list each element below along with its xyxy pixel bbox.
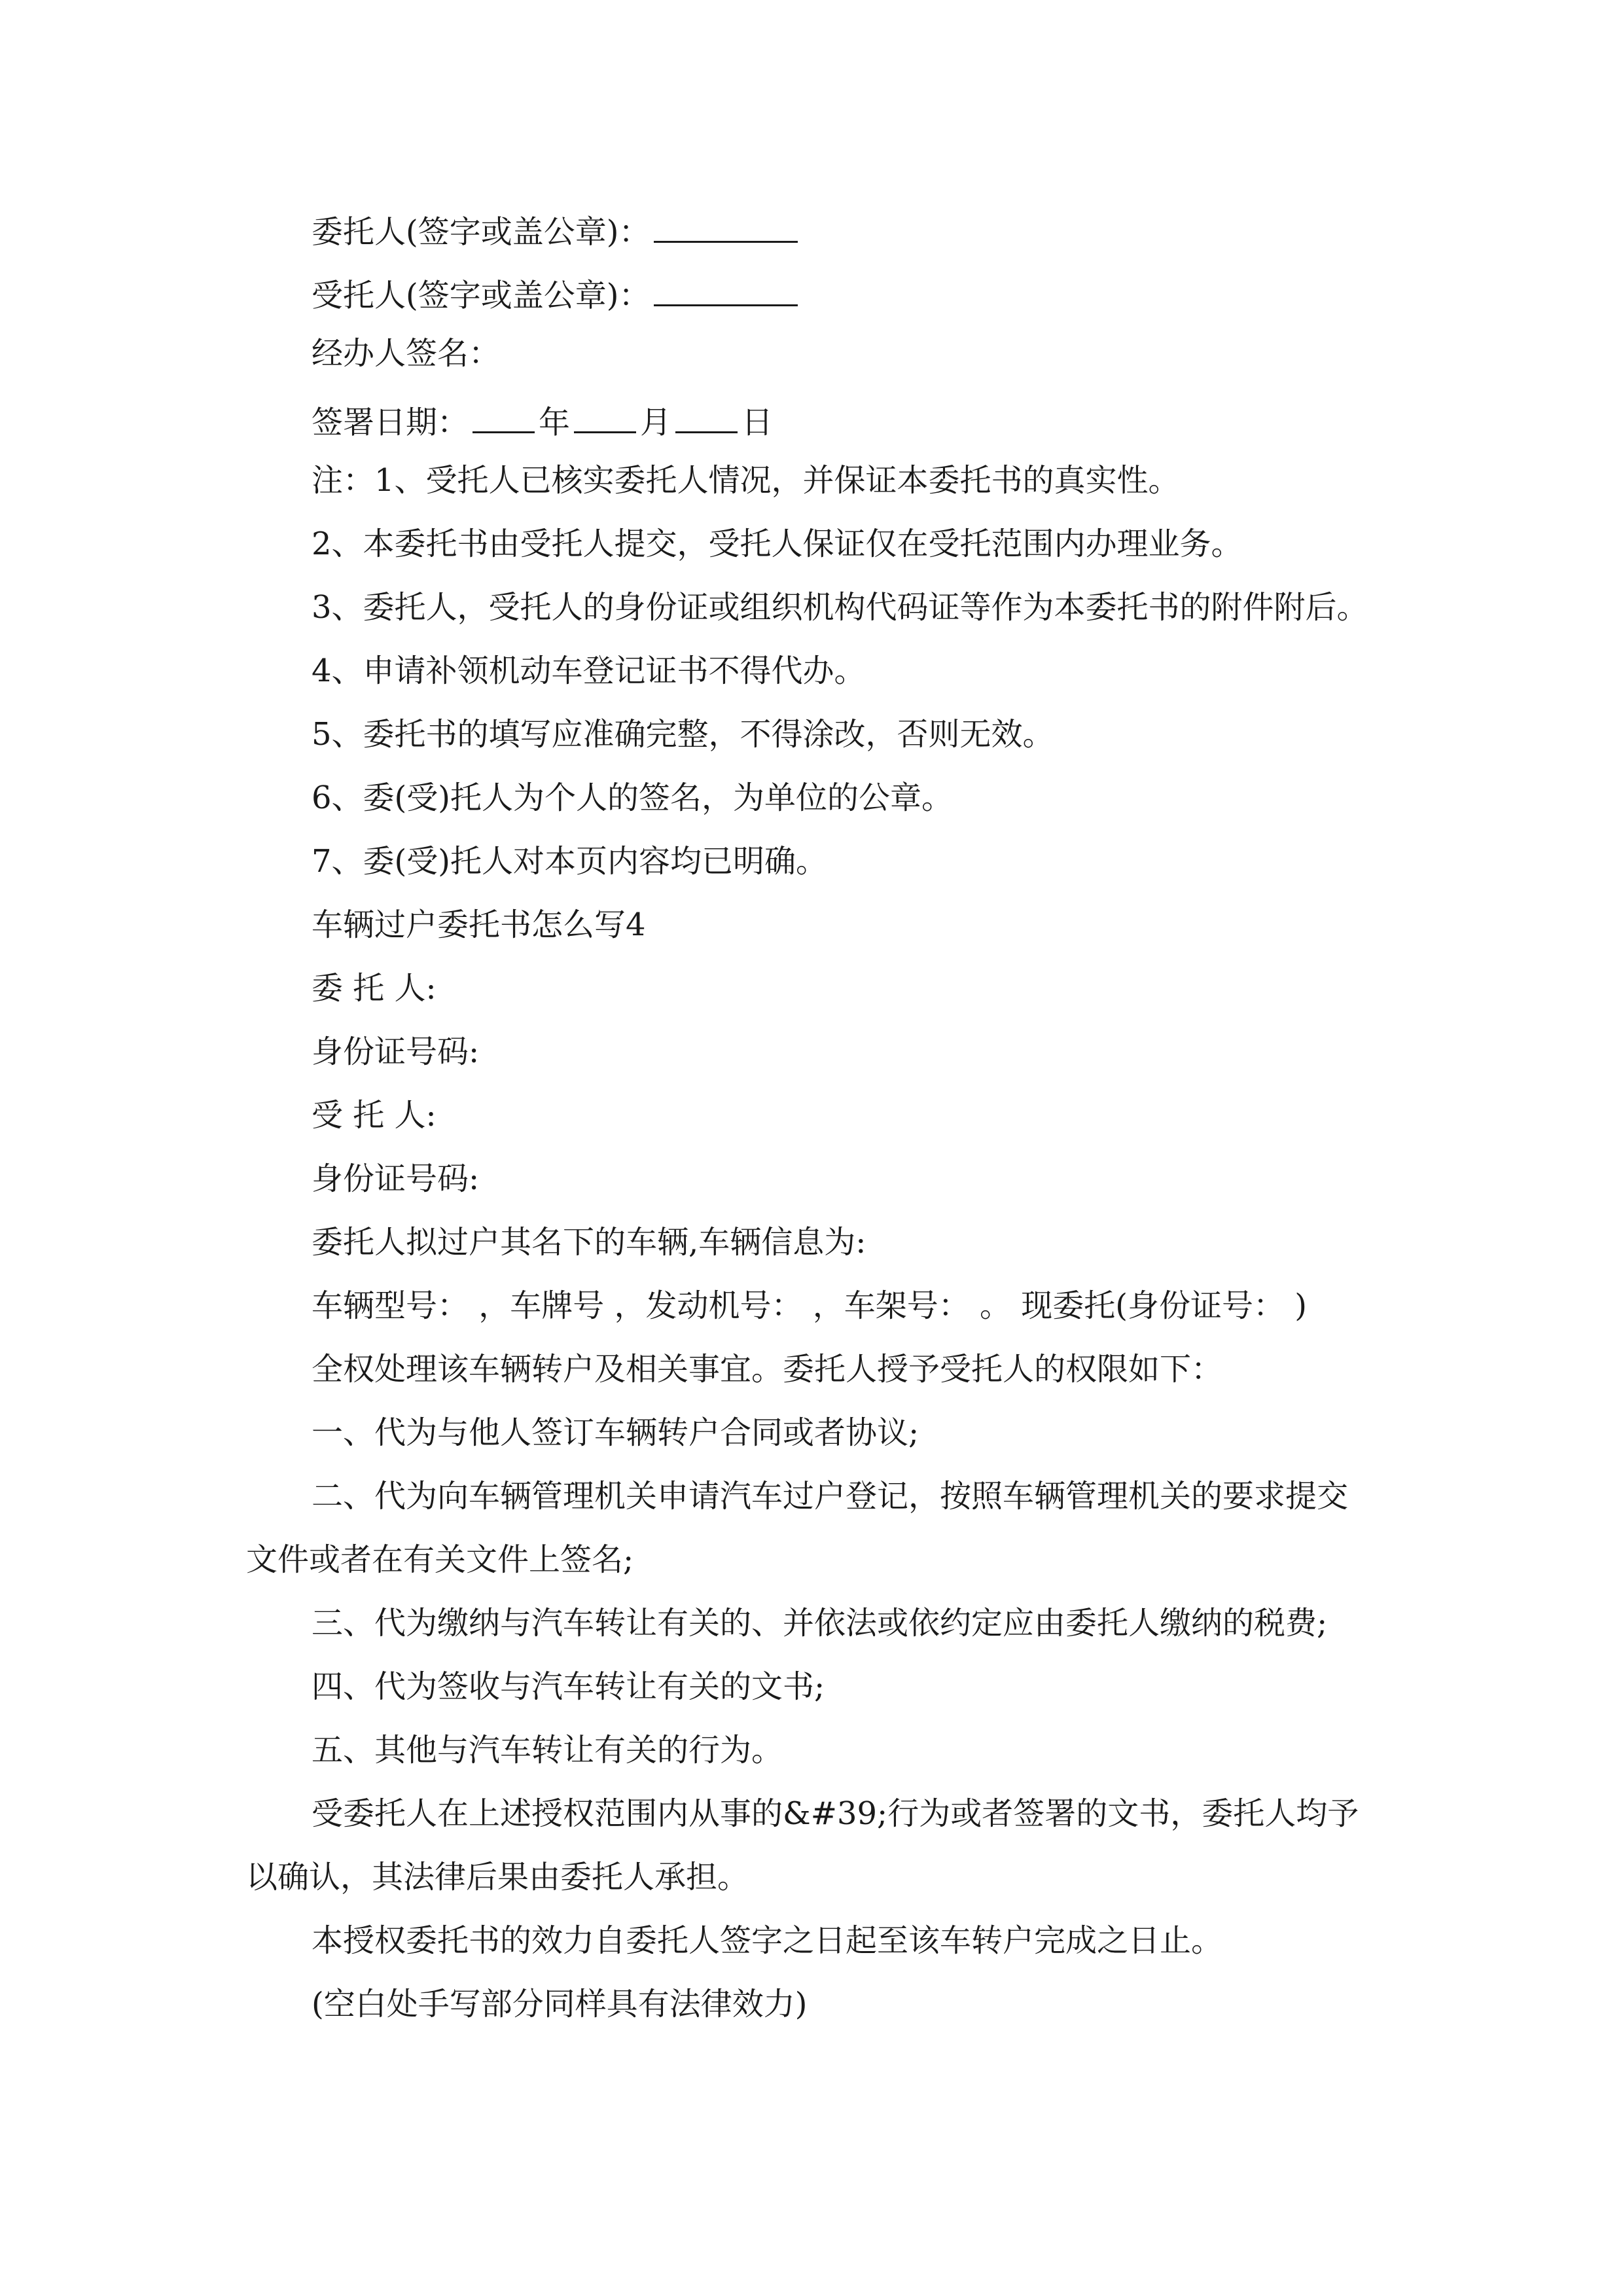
agent-field: 受 托 人:: [312, 1097, 437, 1134]
authority-5: 五、其他与汽车转让有关的行为。: [312, 1732, 783, 1768]
authority-2-cont: 文件或者在有关文件上签名;: [246, 1541, 634, 1578]
authorization-intro: 全权处理该车辆转户及相关事宜。委托人授予受托人的权限如下：: [312, 1351, 1223, 1388]
authority-4: 四、代为签收与汽车转让有关的文书;: [312, 1668, 825, 1705]
day-blank: [675, 401, 738, 433]
year-blank: [473, 401, 535, 433]
validity-text: 本授权委托书的效力自委托人签字之日起至该车转户完成之日止。: [312, 1922, 1223, 1959]
note-3: 3、委托人，受托人的身份证或组织机构代码证等作为本委托书的附件附后。: [312, 589, 1368, 626]
signing-date-line: [312, 401, 773, 439]
section-heading: 车辆过户委托书怎么写4: [312, 906, 646, 943]
principal-id-field: 身份证号码:: [312, 1033, 480, 1070]
authority-1: 一、代为与他人签订车辆转户合同或者协议;: [312, 1414, 919, 1451]
principal-field: 委 托 人:: [312, 970, 437, 1007]
principal-signature-line: [312, 211, 802, 251]
confirmation-text: 受委托人在上述授权范围内从事的&#39;行为或者签署的文书，委托人均予: [312, 1795, 1359, 1832]
agent-signature-label: 受托人(签字或盖公章)：: [312, 277, 651, 314]
vehicle-intro: 委托人拟过户其名下的车辆,车辆信息为:: [312, 1224, 866, 1261]
note-6: 6、委(受)托人为个人的签名，为单位的公章。: [312, 780, 953, 816]
note-2: 2、本委托书由受托人提交，受托人保证仅在受托范围内办理业务。: [312, 526, 1243, 562]
handler-signature-line: 经办人签名：: [312, 335, 501, 372]
agent-signature-blank: [654, 274, 798, 306]
month-blank: [574, 401, 636, 433]
note-7: 7、委(受)托人对本页内容均已明确。: [312, 843, 827, 880]
signing-date-label: 签署日期：: [312, 404, 469, 441]
authority-2: 二、代为向车辆管理机关申请汽车过户登记，按照车辆管理机关的要求提交: [312, 1478, 1349, 1515]
year-label: 年: [539, 404, 571, 441]
agent-id-field: 身份证号码:: [312, 1160, 480, 1197]
authority-3: 三、代为缴纳与汽车转让有关的、并依法或依约定应由委托人缴纳的税费;: [312, 1605, 1328, 1641]
day-label: 日: [741, 404, 774, 441]
handwriting-note: (空白处手写部分同样具有法律效力): [312, 1986, 808, 2022]
principal-signature-label: 委托人(签字或盖公章)：: [312, 213, 651, 251]
month-label: 月: [640, 404, 672, 441]
note-4: 4、申请补领机动车登记证书不得代办。: [312, 653, 866, 689]
note-1: 注：1、受托人已核实委托人情况，并保证本委托书的真实性。: [312, 462, 1180, 499]
principal-signature-blank: [654, 211, 798, 243]
confirmation-text-cont: 以确认，其法律后果由委托人承担。: [246, 1859, 749, 1895]
note-5: 5、委托书的填写应准确完整，不得涂改，否则无效。: [312, 716, 1054, 753]
vehicle-info: 车辆型号： ，车牌号 ，发动机号： ，车架号： 。 现委托(身份证号： ): [312, 1287, 1308, 1324]
agent-signature-line: [312, 274, 802, 312]
